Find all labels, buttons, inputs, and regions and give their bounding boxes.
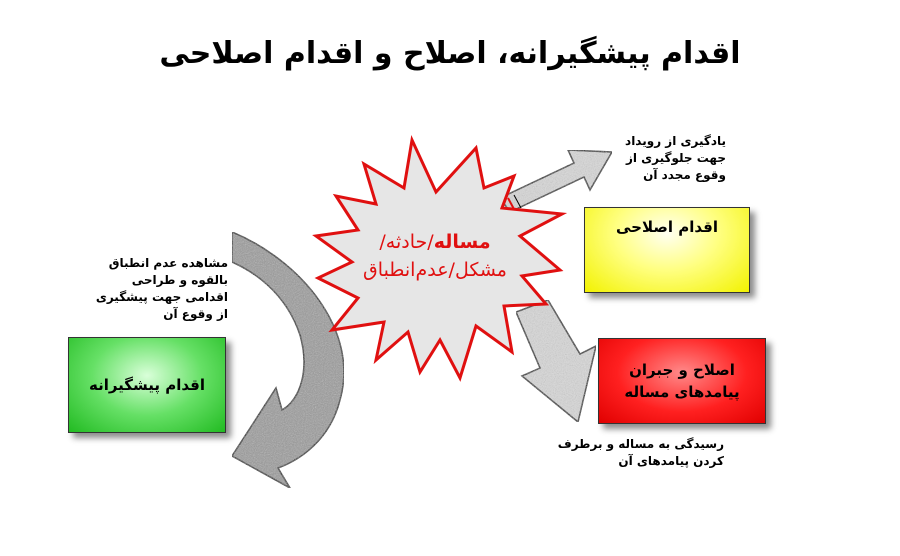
diagram-title: اقدام پیشگیرانه، اصلاح و اقدام اصلاحی bbox=[159, 36, 741, 71]
problem-label-line2: مشکل/عدم‌انطباق bbox=[363, 259, 507, 281]
problem-label bbox=[330, 228, 540, 284]
arrow-to-learning bbox=[500, 150, 612, 212]
observe-note: مشاهده عدم انطباق بالقوه و طراحی اقدامی جهت پیشگیری از وقوع آن bbox=[95, 256, 228, 321]
arrow-to-correction bbox=[516, 300, 596, 422]
corrective-action-label: اقدام اصلاحی bbox=[616, 218, 718, 236]
curved-arrow-preventive bbox=[232, 232, 344, 488]
preventive-action-label: اقدام پیشگیرانه bbox=[88, 376, 206, 394]
corrective-action-box bbox=[584, 207, 750, 293]
preventive-action-box bbox=[68, 337, 226, 433]
correction-box bbox=[598, 338, 766, 424]
problem-label-rest: /حادثه/ bbox=[379, 231, 434, 253]
learning-note: یادگیری از رویداد جهت جلوگیری از وقوع مجدد آن bbox=[625, 134, 726, 182]
correction-label: اصلاح و جبران پیامدهای مساله bbox=[624, 361, 740, 401]
handle-note: رسیدگی به مساله و برطرف کردن پیامدهای آن bbox=[557, 437, 724, 468]
problem-label-bold: مساله bbox=[433, 231, 491, 253]
